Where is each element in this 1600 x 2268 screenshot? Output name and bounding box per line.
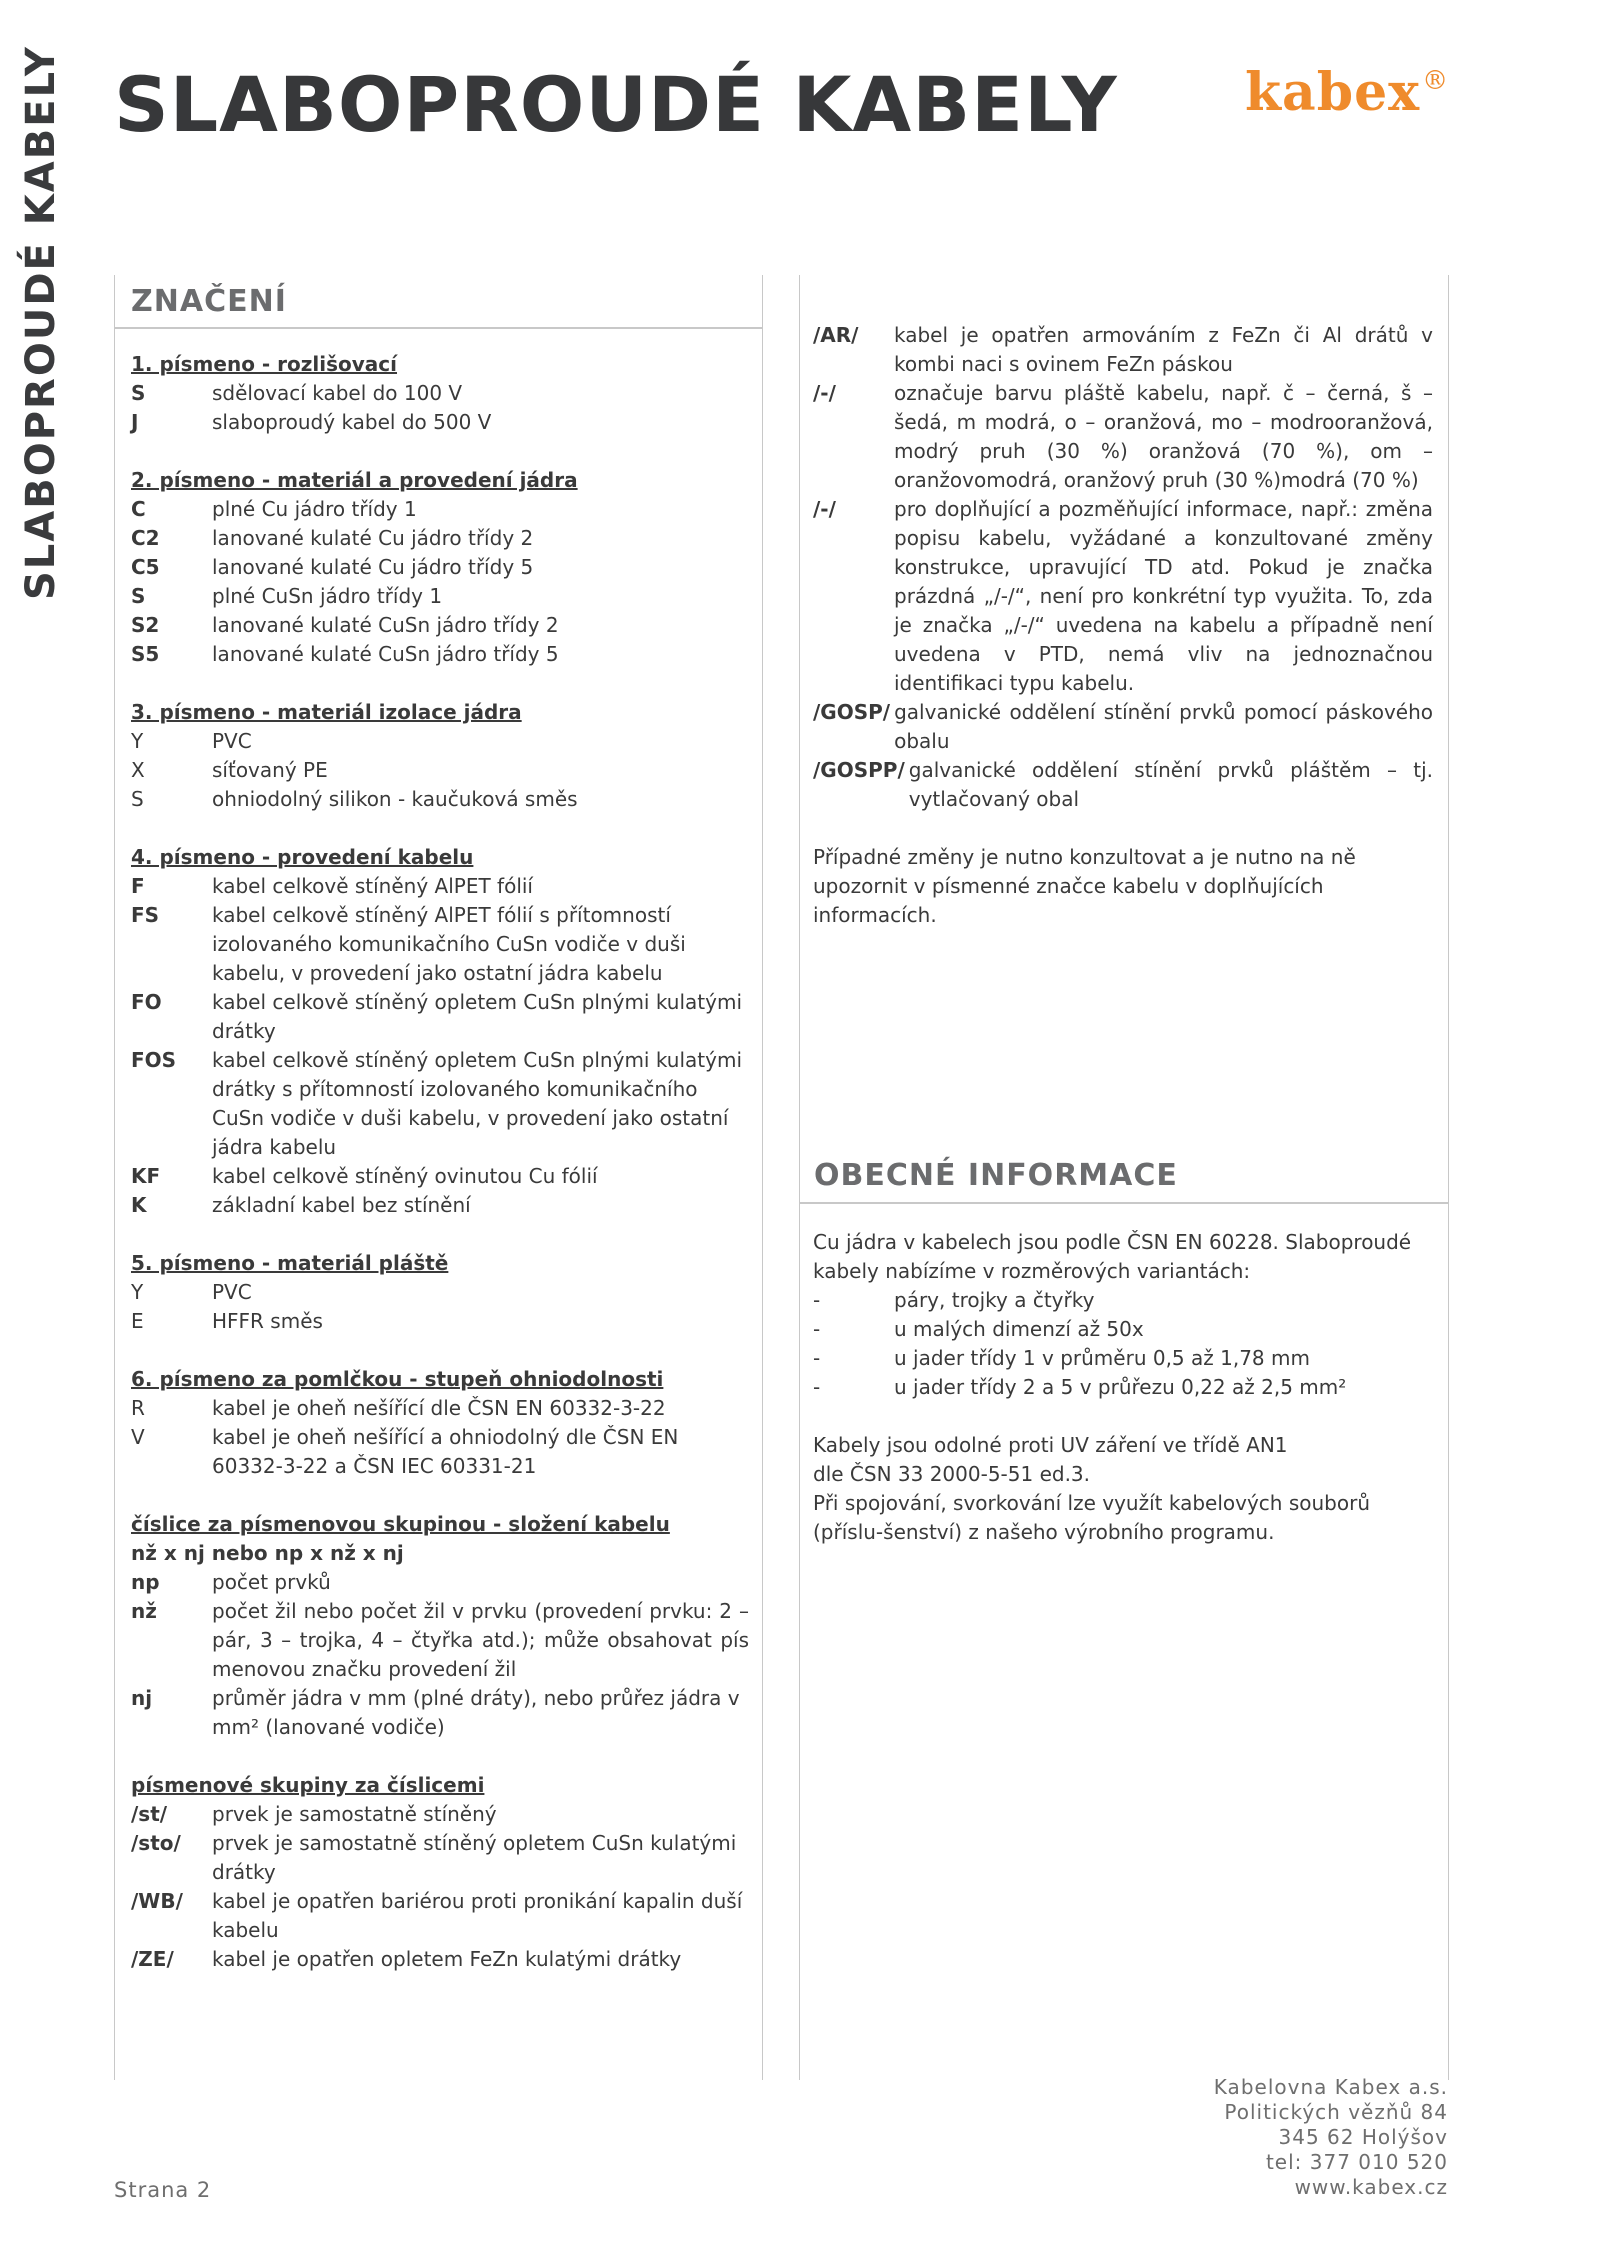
section-title: 4. písmeno - provedení kabelu	[131, 845, 474, 869]
code: K	[131, 1193, 147, 1217]
bullet-text: u malých dimenzí až 50x	[894, 1317, 1144, 1341]
code: E	[131, 1309, 144, 1333]
description: prvek je samostatně stíněný opletem CuSn kulatými drátky	[212, 1831, 737, 1884]
logo-text: kabex	[1245, 62, 1421, 123]
company-address	[1180, 2075, 1448, 2200]
code-row	[131, 1887, 749, 1945]
description: lanované kulaté CuSn jádro třídy 2	[212, 613, 559, 637]
right-column-border	[1448, 275, 1449, 2080]
code-row	[131, 379, 749, 408]
intro-text: Cu jádra v kabelech jsou podle ČSN EN 60228. Slaboproudé kabely nabízíme v rozměrových variantách:	[813, 1230, 1412, 1283]
code-row	[813, 379, 1433, 495]
code: /ZE/	[131, 1947, 174, 1971]
code: C2	[131, 526, 160, 550]
code-row	[813, 321, 1433, 379]
znaceni-heading: ZNAČENÍ	[131, 284, 287, 319]
description: galvanické oddělení stínění prvků pláštěm – tj. vytlačovaný obal	[908, 758, 1433, 811]
description: lanované kulaté Cu jádro třídy 5	[212, 555, 534, 579]
connect-text: Při spojování, svorkování lze využít kabelových souborů (příslu-šenství) z našeho výrobního programu.	[813, 1491, 1370, 1544]
code: /st/	[131, 1802, 168, 1826]
description: lanované kulaté Cu jádro třídy 2	[212, 526, 534, 550]
bullet-item	[813, 1373, 1433, 1402]
registered-mark: ®	[1422, 66, 1450, 96]
description: kabel je opatřen bariérou proti pronikání kapalin duší kabelu	[212, 1889, 743, 1942]
code: FOS	[131, 1048, 177, 1072]
code-row	[131, 524, 749, 553]
description: kabel je opatřen opletem FeZn kulatými drátky	[212, 1947, 682, 1971]
code-row	[131, 1829, 749, 1887]
code-row	[131, 727, 749, 756]
bullet-text: u jader třídy 1 v průměru 0,5 až 1,78 mm	[894, 1346, 1310, 1370]
description: kabel celkově stíněný opletem CuSn plnými kulatými drátky	[212, 990, 743, 1043]
left-column	[131, 350, 749, 2003]
code-row	[131, 640, 749, 669]
code: S	[131, 787, 144, 811]
bullet-item	[813, 1344, 1433, 1373]
section-title: 1. písmeno - rozlišovací	[131, 352, 398, 376]
section-3	[131, 698, 749, 814]
code-row	[131, 1191, 749, 1220]
code-row	[131, 1597, 749, 1684]
description: ohniodolný silikon - kaučuková směs	[212, 787, 578, 811]
code: C	[131, 497, 146, 521]
code-row	[131, 495, 749, 524]
code: S	[131, 584, 146, 608]
kabex-logo	[1245, 62, 1449, 123]
code-row	[131, 1046, 749, 1162]
code-row	[131, 611, 749, 640]
description: průměr jádra v mm (plné dráty), nebo průřez jádra v mm² (lanované vodiče)	[212, 1686, 740, 1739]
description: kabel celkově stíněný AlPET fólií	[212, 874, 533, 898]
section-numbers	[131, 1510, 749, 1742]
composition-formula: nž x nj nebo np x nž x nj	[131, 1541, 404, 1565]
center-divider-left	[762, 275, 763, 2080]
code: Y	[131, 729, 144, 753]
description: PVC	[212, 1280, 252, 1304]
bullet-item	[813, 1286, 1433, 1315]
website-link[interactable]: www.kabex.cz	[1294, 2175, 1448, 2199]
code-row	[131, 408, 749, 437]
section-title: 5. písmeno - materiál pláště	[131, 1251, 449, 1275]
section-groups	[131, 1771, 749, 1974]
code: KF	[131, 1164, 161, 1188]
code: nj	[131, 1686, 153, 1710]
code-row	[131, 756, 749, 785]
description: HFFR směs	[212, 1309, 323, 1333]
bullet-mark: -	[813, 1346, 821, 1370]
city: 345 62 Holýšov	[1278, 2125, 1448, 2149]
phone: tel: 377 010 520	[1265, 2150, 1448, 2174]
description: kabel je oheň nešířící a ohniodolný dle ČSN EN 60332-3-22 a ČSN IEC 60331-21	[212, 1425, 679, 1478]
code-row	[131, 1394, 749, 1423]
code: C5	[131, 555, 160, 579]
code: S2	[131, 613, 160, 637]
code: np	[131, 1570, 160, 1594]
description: kabel je opatřen armováním z FeZn či Al drátů v kombi naci s ovinem FeZn páskou	[894, 323, 1433, 376]
description: PVC	[212, 729, 252, 753]
code-row	[131, 1278, 749, 1307]
uv-text: Kabely jsou odolné proti UV záření ve třídě AN1 dle ČSN 33 2000-5-51 ed.3.	[813, 1433, 1288, 1486]
description: síťovaný PE	[212, 758, 328, 782]
bullet-text: páry, trojky a čtyřky	[894, 1288, 1095, 1312]
znaceni-underline	[114, 327, 762, 329]
code-row	[131, 785, 749, 814]
code-row	[131, 582, 749, 611]
section-5	[131, 1249, 749, 1336]
code-row	[813, 756, 1433, 814]
section-2	[131, 466, 749, 669]
page-number: Strana 2	[114, 2178, 212, 2202]
section-title: písmenové skupiny za číslicemi	[131, 1773, 485, 1797]
code: /WB/	[131, 1889, 183, 1913]
code-row	[131, 901, 749, 988]
description: plné CuSn jádro třídy 1	[212, 584, 443, 608]
code: F	[131, 874, 145, 898]
code-row	[131, 1162, 749, 1191]
description: počet žil nebo počet žil v prvku (provedení prvku: 2 – pár, 3 – trojka, 4 – čtyřka atd.); může obsahovat pís menovou značku provedení žil	[212, 1599, 749, 1681]
bullet-mark: -	[813, 1288, 821, 1312]
section-title: číslice za písmenovou skupinou - složení kabelu	[131, 1512, 670, 1536]
changes-note: Případné změny je nutno konzultovat a je nutno na ně upozornit v písmenné značce kabelu v doplňujících informacích.	[813, 845, 1356, 927]
code: /sto/	[131, 1831, 181, 1855]
bullet-mark: -	[813, 1375, 821, 1399]
code: S	[131, 381, 146, 405]
code: /-/	[813, 381, 836, 405]
code: X	[131, 758, 145, 782]
code: FS	[131, 903, 160, 927]
section-6	[131, 1365, 749, 1481]
description: slaboproudý kabel do 500 V	[212, 410, 492, 434]
code: /AR/	[813, 323, 859, 347]
code-row	[131, 1423, 749, 1481]
description: kabel je oheň nešířící dle ČSN EN 60332-3-22	[212, 1396, 666, 1420]
code-row	[131, 1945, 749, 1974]
code-row	[131, 553, 749, 582]
code-row	[131, 1684, 749, 1742]
description: kabel celkově stíněný opletem CuSn plnými kulatými drátky s přítomností izolovaného komunikačního CuSn vodiče v duši kabelu, v provedení jako ostatní jádra kabelu	[212, 1048, 743, 1159]
description: počet prvků	[212, 1570, 331, 1594]
section-title: 3. písmeno - materiál izolace jádra	[131, 700, 522, 724]
bullet-mark: -	[813, 1317, 821, 1341]
description: kabel celkově stíněný ovinutou Cu fólií	[212, 1164, 598, 1188]
obecne-underline	[799, 1202, 1448, 1204]
code: Y	[131, 1280, 144, 1304]
code: /-/	[813, 497, 836, 521]
code: J	[131, 410, 139, 434]
description: lanované kulaté CuSn jádro třídy 5	[212, 642, 559, 666]
bullet-text: u jader třídy 2 a 5 v průřezu 0,22 až 2,5 mm²	[894, 1375, 1347, 1399]
code: R	[131, 1396, 145, 1420]
code: V	[131, 1425, 145, 1449]
bullet-item	[813, 1315, 1433, 1344]
code: S5	[131, 642, 160, 666]
description: sdělovací kabel do 100 V	[212, 381, 463, 405]
obecne-informace-heading: OBECNÉ INFORMACE	[814, 1158, 1178, 1193]
code: /GOSP/	[813, 700, 891, 724]
section-title: 6. písmeno za pomlčkou - stupeň ohniodolnosti	[131, 1367, 664, 1391]
description: kabel celkově stíněný AlPET fólií s přítomností izolovaného komunikačního CuSn vodiče v duši kabelu, v provedení jako ostatní jádra kabelu	[212, 903, 686, 985]
left-column-border	[114, 275, 115, 2080]
code-row	[131, 1307, 749, 1336]
code: FO	[131, 990, 162, 1014]
code-row	[813, 495, 1433, 698]
description: pro doplňující a pozměňující informace, např.: změna popisu kabelu, vyžádané a konzultované změny konstrukce, upravující TD atd. Pokud je značka prázdná „/-/“, není pro konkrétní typ využita. To, zda je značka „/-/“ uvedena na kabelu a případně není uvedena v PTD, nemá vliv na jednoznačnou identifikaci typu kabelu.	[894, 497, 1433, 695]
description: základní kabel bez stínění	[212, 1193, 471, 1217]
section-1	[131, 350, 749, 437]
street: Politických vězňů 84	[1224, 2100, 1448, 2124]
description: galvanické oddělení stínění prvků pomocí páskového obalu	[894, 700, 1433, 753]
code-row	[813, 698, 1433, 756]
code-row	[131, 988, 749, 1046]
right-column-bottom	[813, 1228, 1433, 1547]
page-title: SLABOPROUDÉ KABELY	[114, 60, 1118, 149]
description: prvek je samostatně stíněný	[212, 1802, 497, 1826]
section-title: 2. písmeno - materiál a provedení jádra	[131, 468, 578, 492]
section-4	[131, 843, 749, 1220]
code-row	[131, 872, 749, 901]
company-name: Kabelovna Kabex a.s.	[1213, 2075, 1448, 2099]
code: nž	[131, 1599, 157, 1623]
code: /GOSPP/	[813, 758, 905, 782]
side-title: SLABOPROUDÉ KABELY	[18, 45, 64, 600]
code-row	[131, 1800, 749, 1829]
description: označuje barvu pláště kabelu, např. č – černá, š – šedá, m modrá, o – oranžová, mo – modrooranžová, modrý pruh (30 %) oranžová (70 %), om – oranžovomodrá, oranžový pruh (30 %)modrá (70 %)	[894, 381, 1433, 492]
code-row	[131, 1568, 749, 1597]
description: plné Cu jádro třídy 1	[212, 497, 417, 521]
center-divider-right	[799, 275, 800, 2080]
right-column-top	[813, 321, 1433, 930]
